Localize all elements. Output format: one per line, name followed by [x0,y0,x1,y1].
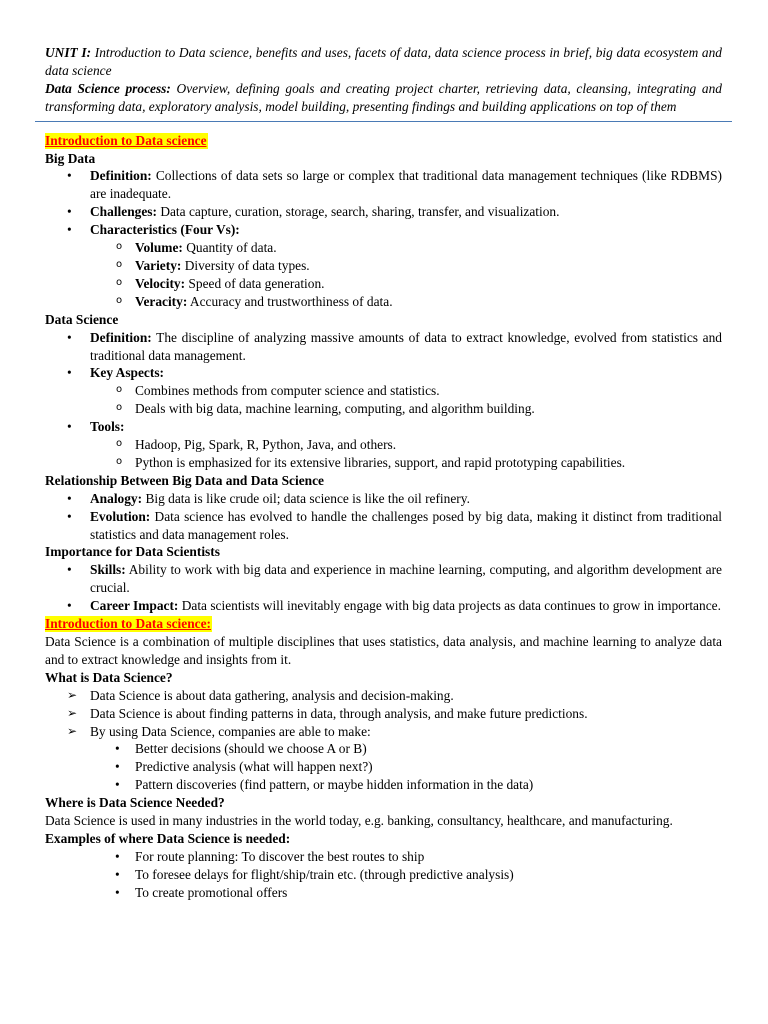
where-paragraph: Data Science is used in many industries in the world today, e.g. banking, consultancy, healthcare, and manufacturing. [45,813,673,829]
section-highlight-2 [45,615,722,633]
data-science-heading: Data Science [45,311,119,327]
item-label: Career Impact: [90,598,179,614]
list-item: o Hadoop, Pig, Spark, R, Python, Java, and others. [45,436,722,454]
list-item: • To create promotional offers [45,884,722,902]
list-item: • For route planning: To discover the best routes to ship [45,848,722,866]
four-vs-list [45,239,722,311]
item-text: The discipline of analyzing massive amounts of data to extract knowledge, evolved from statistics and traditional data management. [90,329,722,363]
where-heading: Where is Data Science Needed? [45,795,225,811]
highlight-heading: Introduction to Data science: [45,616,212,632]
list-item [45,418,722,436]
list-item: ➢ By using Data Science, companies are able to make: [45,723,722,741]
unit-text: Introduction to Data science, benefits and uses, facets of data, data science process in brief, big data ecosystem and data science [45,45,722,78]
what-heading: What is Data Science? [45,669,173,685]
list-item: o Combines methods from computer science and statistics. [45,382,722,400]
examples-heading: Examples of where Data Science is needed: [45,830,291,846]
key-aspects-list [45,382,722,418]
process-label: Data Science process: [45,80,171,96]
list-item: o Deals with big data, machine learning, computing, and algorithm building. [45,400,722,418]
list-item: • Better decisions (should we choose A or B) [45,740,722,758]
item-label: Key Aspects: [90,365,165,381]
item-label: Definition: [90,329,152,345]
list-item [45,364,722,382]
list-item [45,508,722,544]
importance-heading: Importance for Data Scientists [45,544,220,560]
relationship-list [45,490,722,544]
list-item [45,167,722,203]
relationship-heading: Relationship Between Big Data and Data Science [45,472,324,488]
syllabus-process [45,80,722,116]
item-text: Speed of data generation. [185,275,325,291]
what-list [45,687,722,741]
list-item [45,293,722,311]
list-item: • To foresee delays for flight/ship/train etc. (through predictive analysis) [45,866,722,884]
list-item: • Predictive analysis (what will happen next?) [45,758,722,776]
data-science-list [45,329,722,383]
item-label: Variety: [135,257,182,273]
big-data-heading: Big Data [45,150,96,166]
list-item [45,597,722,615]
big-data-list [45,167,722,239]
item-label: Velocity: [135,275,186,291]
item-label: Volume: [135,240,183,256]
list-item [45,257,722,275]
item-label: Skills: [90,562,126,578]
document-page [45,44,722,902]
item-label: Evolution: [90,508,151,524]
item-label: Tools: [90,419,125,435]
unit-label: UNIT I: [45,45,92,60]
process-text: Overview, defining goals and creating project charter, retrieving data, cleansing, integrating and transforming data, exploratory analysis, model building, presenting findings and building applications on top of them [45,80,722,114]
list-item [45,275,722,293]
list-item: ➢ Data Science is about finding patterns in data, through analysis, and make future predictions. [45,705,722,723]
list-item [45,239,722,257]
divider-line [35,121,732,122]
item-text: Diversity of data types. [181,257,310,273]
list-item [45,490,722,508]
item-label: Definition: [90,168,152,184]
item-text: Data science has evolved to handle the challenges posed by big data, making it distinct from traditional statistics and data management roles. [90,508,722,542]
list-item [45,203,722,221]
list-item [45,329,722,365]
syllabus-unit [45,44,722,80]
item-text: Ability to work with big data and experience in machine learning, computing, and algorithm development are crucial. [90,562,722,596]
item-label: Challenges: [90,204,157,220]
tools-list [45,436,722,472]
importance-list [45,561,722,615]
highlight-heading: Introduction to Data science [45,132,207,148]
examples-list [45,848,722,902]
list-item [45,561,722,597]
list-item: • Pattern discoveries (find pattern, or maybe hidden information in the data) [45,776,722,794]
item-text: Quantity of data. [182,240,277,256]
section-highlight-1 [45,132,722,150]
item-label: Veracity: [135,293,188,309]
tools-list-label [45,418,722,436]
list-item: ➢ Data Science is about data gathering, analysis and decision-making. [45,687,722,705]
list-item [45,221,722,239]
item-text: Big data is like crude oil; data science is like the oil refinery. [142,490,470,506]
item-text: Accuracy and trustworthiness of data. [187,293,393,309]
item-text: Data capture, curation, storage, search, sharing, transfer, and visualization. [156,204,560,220]
item-text: Data scientists will inevitably engage with big data projects as data continues to grow in importance. [178,598,721,614]
make-list [45,740,722,794]
item-text: Collections of data sets so large or complex that traditional data management techniques (like RDBMS) are inadequate. [90,168,722,202]
item-label: Characteristics (Four Vs): [90,222,240,238]
intro-paragraph: Data Science is a combination of multiple disciplines that uses statistics, data analysis, and machine learning to analyze data and to extract knowledge and insights from it. [45,634,722,667]
list-item: o Python is emphasized for its extensive libraries, support, and rapid prototyping capabilities. [45,454,722,472]
item-label: Analogy: [90,490,143,506]
